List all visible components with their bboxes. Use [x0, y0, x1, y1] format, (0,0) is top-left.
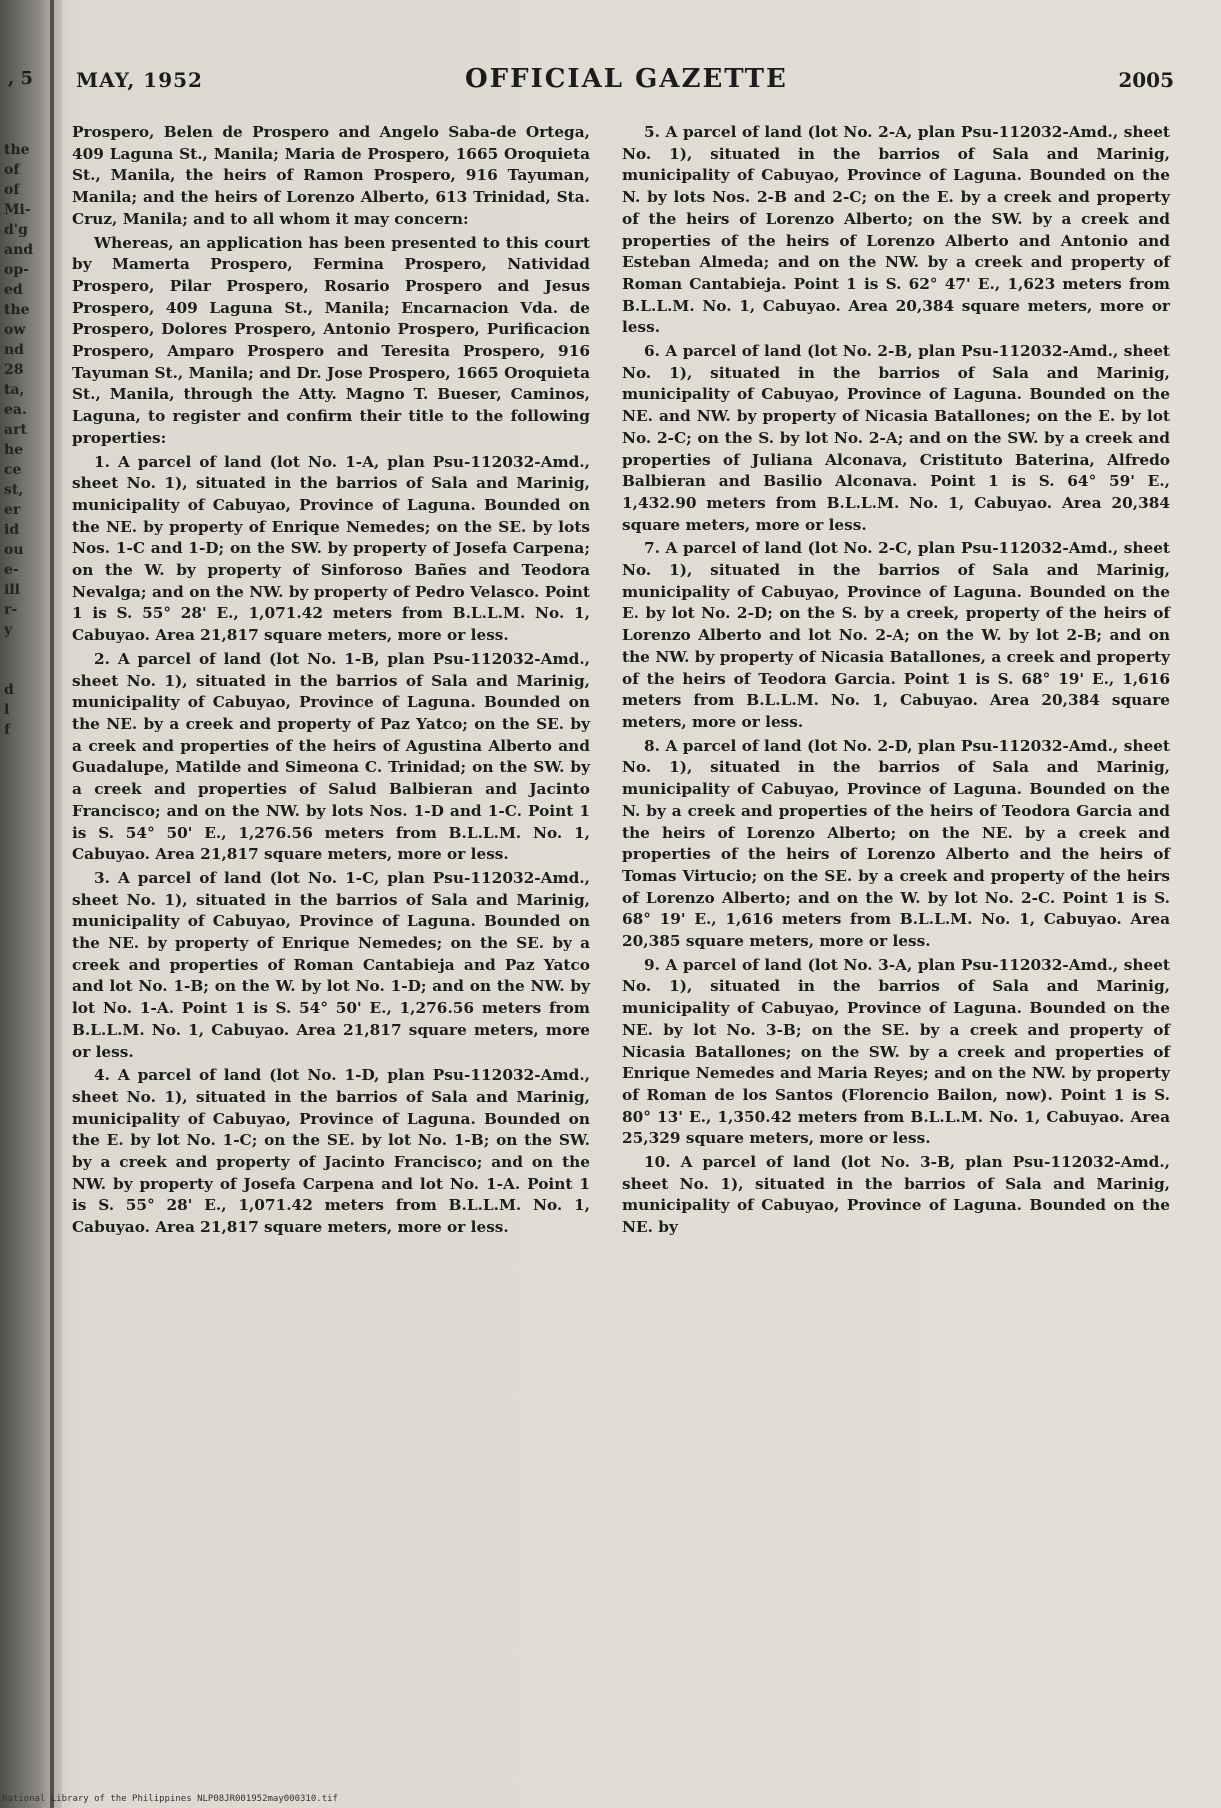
- right-column: [622, 122, 1170, 1241]
- margin-fragment: st,: [4, 482, 24, 498]
- paragraph: 4. A parcel of land (lot No. 1-D, plan Psu-112032-Amd., sheet No. 1), situated in the barrios of Sala and Marinig, municipality of Cabuyao, Province of Laguna. Bounded on the E. by lot No. 1-C; on the SE. by lot No. 1-B; on the SW. by a creek and property of Jacinto Francisco; and on the NW. by property of Josefa Carpena and lot No. 1-A. Point 1 is S. 55° 28' E., 1,071.42 meters from B.L.L.M. No. 1, Cabuyao. Area 21,817 square meters, more or less.: [72, 1066, 590, 1237]
- margin-fragment: y: [4, 622, 13, 638]
- margin-fragment: ta,: [4, 382, 25, 398]
- margin-fragment: ed: [4, 282, 23, 298]
- header-edge-fragment: , 5: [8, 68, 34, 89]
- margin-fragment: art: [4, 422, 27, 438]
- margin-fragment: ou: [4, 542, 24, 558]
- paragraph: Whereas, an application has been presented to this court by Mamerta Prospero, Fermina Prospero, Natividad Prospero, Pilar Prospero, Rosario Prospero and Jesus Prospero, 409 Laguna St., Manila; Encarnacion Vda. de Prospero, Dolores Prospero, Antonio Prospero, Purificacion Prospero, Amparo Prospero and Teresita Prospero, 916 Tayuman St., Manila; and Dr. Jose Prospero, 1665 Oroquieta St., Manila, through the Atty. Magno T. Bueser, Caminos, Laguna, to register and confirm their title to the following properties:: [72, 233, 590, 447]
- paragraph: 5. A parcel of land (lot No. 2-A, plan Psu-112032-Amd., sheet No. 1), situated in the barrios of Sala and Marinig, municipality of Cabuyao, Province of Laguna. Bounded on the N. by lots Nos. 2-B and 2-C; on the E. by a creek and property of the heirs of Lorenzo Alberto; on the SW. by a creek and properties of the heirs of Lorenzo Alberto and Antonio and Esteban Almeda; and on the NW. by a creek and property of Roman Cantabieja. Point 1 is S. 62° 47' E., 1,623 meters from B.L.L.M. No. 1, Cabuyao. Area 20,384 square meters, more or less.: [622, 123, 1170, 337]
- margin-fragment: id: [4, 522, 20, 538]
- header-date: MAY, 1952: [76, 68, 203, 92]
- paragraph: 9. A parcel of land (lot No. 3-A, plan Psu-112032-Amd., sheet No. 1), situated in the barrios of Sala and Marinig, municipality of Cabuyao, Province of Laguna. Bounded on the NE. by lot No. 3-B; on the SE. by a creek and property of Nicasia Batallones; on the SW. by a creek and properties of Enrique Nemedes and Maria Reyes; and on the NW. by property of Roman de los Santos (Florencio Bailon, now). Point 1 is S. 80° 13' E., 1,350.42 meters from B.L.L.M. No. 1, Cabuyao. Area 25,329 square meters, more or less.: [622, 955, 1170, 1148]
- paragraph: 8. A parcel of land (lot No. 2-D, plan Psu-112032-Amd., sheet No. 1), situated in the barrios of Sala and Marinig, municipality of Cabuyao, Province of Laguna. Bounded on the N. by a creek and properties of the heirs of Teodora Garcia and the heirs of Lorenzo Alberto; on the NE. by a creek and properties of the heirs of Lorenzo Alberto and the heirs of Tomas Virtucio; on the SE. by a creek and property of the heirs of Lorenzo Alberto; and on the W. by lot No. 2-C. Point 1 is S. 68° 19' E., 1,616 meters from B.L.L.M. No. 1, Cabuyao. Area 20,385 square meters, more or less.: [622, 736, 1170, 951]
- facing-page-margin-text: [4, 140, 40, 740]
- margin-fragment: [4, 660, 40, 680]
- margin-fragment: d'g: [4, 222, 28, 238]
- margin-fragment: of: [4, 182, 20, 198]
- margin-fragment: l: [4, 702, 10, 718]
- header-page-number: 2005: [1118, 68, 1174, 92]
- margin-fragment: e-: [4, 562, 19, 578]
- margin-fragment: r-: [4, 602, 18, 618]
- left-column: [72, 122, 590, 1241]
- page-fold-line: [50, 0, 54, 1808]
- scan-footer: National Library of the Philippines NLP08JR001952may000310.tif: [2, 1794, 338, 1804]
- paragraph: 3. A parcel of land (lot No. 1-C, plan Psu-112032-Amd., sheet No. 1), situated in the barrios of Sala and Marinig, municipality of Cabuyao, Province of Laguna. Bounded on the NE. by property of Enrique Nemedes; on the SE. by a creek and properties of Roman Cantabieja and Paz Yatco and lot No. 1-B; on the W. by lot No. 1-D; and on the NW. by lot No. 1-A. Point 1 is S. 54° 50' E., 1,276.56 meters from B.L.L.M. No. 1, Cabuyao. Area 21,817 square meters, more or less.: [72, 868, 590, 1061]
- paragraph: 6. A parcel of land (lot No. 2-B, plan Psu-112032-Amd., sheet No. 1), situated in the barrios of Sala and Marinig, municipality of Cabuyao, Province of Laguna. Bounded on the NE. and NW. by property of Nicasia Batallones; on the E. by lot No. 2-C; on the S. by lot No. 2-A; and on the SW. by a creek and properties of Juliana Alconava, Cristituto Baterina, Alfredo Balbieran and Basilio Alconava. Point 1 is S. 64° 59' E., 1,432.90 meters from B.L.L.M. No. 1, Cabuyao. Area 20,384 square meters, more or less.: [622, 342, 1170, 534]
- paragraph: 10. A parcel of land (lot No. 3-B, plan Psu-112032-Amd., sheet No. 1), situated in the barrios of Sala and Marinig, municipality of Cabuyao, Province of Laguna. Bounded on the NE. by: [622, 1153, 1170, 1237]
- header-title: OFFICIAL GAZETTE: [465, 64, 788, 94]
- margin-fragment: er: [4, 502, 21, 518]
- margin-fragment: the: [4, 142, 30, 158]
- margin-fragment: op-: [4, 262, 29, 278]
- paragraph: 1. A parcel of land (lot No. 1-A, plan Psu-112032-Amd., sheet No. 1), situated in the barrios of Sala and Marinig, municipality of Cabuyao, Province of Laguna. Bounded on the NE. by property of Enrique Nemedes; on the SE. by lots Nos. 1-C and 1-D; on the SW. by property of Josefa Carpena; on the W. by property of Sinforoso Bañes and Teodora Nevalga; and on the NW. by property of Pedro Velasco. Point 1 is S. 55° 28' E., 1,071.42 meters from B.L.L.M. No. 1, Cabuyao. Area 21,817 square meters, more or less.: [72, 452, 590, 645]
- margin-fragment: Mi-: [4, 202, 31, 218]
- margin-fragment: ea.: [4, 402, 27, 418]
- margin-fragment: [4, 640, 40, 660]
- paragraph: Prospero, Belen de Prospero and Angelo Saba-de Ortega, 409 Laguna St., Manila; Maria de Prospero, 1665 Oroquieta St., Manila, the heirs of Ramon Prospero, 916 Tayuman, Manila; and the heirs of Lorenzo Alberto, 613 Trinidad, Sta. Cruz, Manila; and to all whom it may concern:: [72, 123, 590, 228]
- margin-fragment: 28: [4, 362, 24, 378]
- margin-fragment: d: [4, 682, 14, 698]
- page-header: [8, 64, 1180, 98]
- margin-fragment: ce: [4, 462, 22, 478]
- margin-fragment: ill: [4, 582, 20, 598]
- margin-fragment: he: [4, 442, 24, 458]
- margin-fragment: ow: [4, 322, 26, 338]
- margin-fragment: the: [4, 302, 30, 318]
- paragraph: 7. A parcel of land (lot No. 2-C, plan Psu-112032-Amd., sheet No. 1), situated in the barrios of Sala and Marinig, municipality of Cabuyao, Province of Laguna. Bounded on the E. by lot No. 2-D; on the S. by a creek, property of the heirs of Lorenzo Alberto and lot No. 2-A; on the W. by lot 2-B; and on the NW. by property of Nicasia Batallones, a creek and property of the heirs of Teodora Garcia. Point 1 is S. 68° 19' E., 1,616 meters from B.L.L.M. No. 1, Cabuyao. Area 20,384 square meters, more or less.: [622, 539, 1170, 731]
- paragraph: 2. A parcel of land (lot No. 1-B, plan Psu-112032-Amd., sheet No. 1), situated in the barrios of Sala and Marinig, municipality of Cabuyao, Province of Laguna. Bounded on the NE. by a creek and property of Paz Yatco; on the SE. by a creek and properties of the heirs of Agustina Alberto and Guadalupe, Matilde and Simeona C. Trinidad; on the SW. by a creek and properties of Salud Balbieran and Jacinto Francisco; and on the NW. by lots Nos. 1-D and 1-C. Point 1 is S. 54° 50' E., 1,276.56 meters from B.L.L.M. No. 1, Cabuyao. Area 21,817 square meters, more or less.: [72, 649, 590, 864]
- margin-fragment: of: [4, 162, 20, 178]
- margin-fragment: and: [4, 242, 34, 258]
- margin-fragment: f: [4, 722, 11, 738]
- margin-fragment: nd: [4, 342, 24, 358]
